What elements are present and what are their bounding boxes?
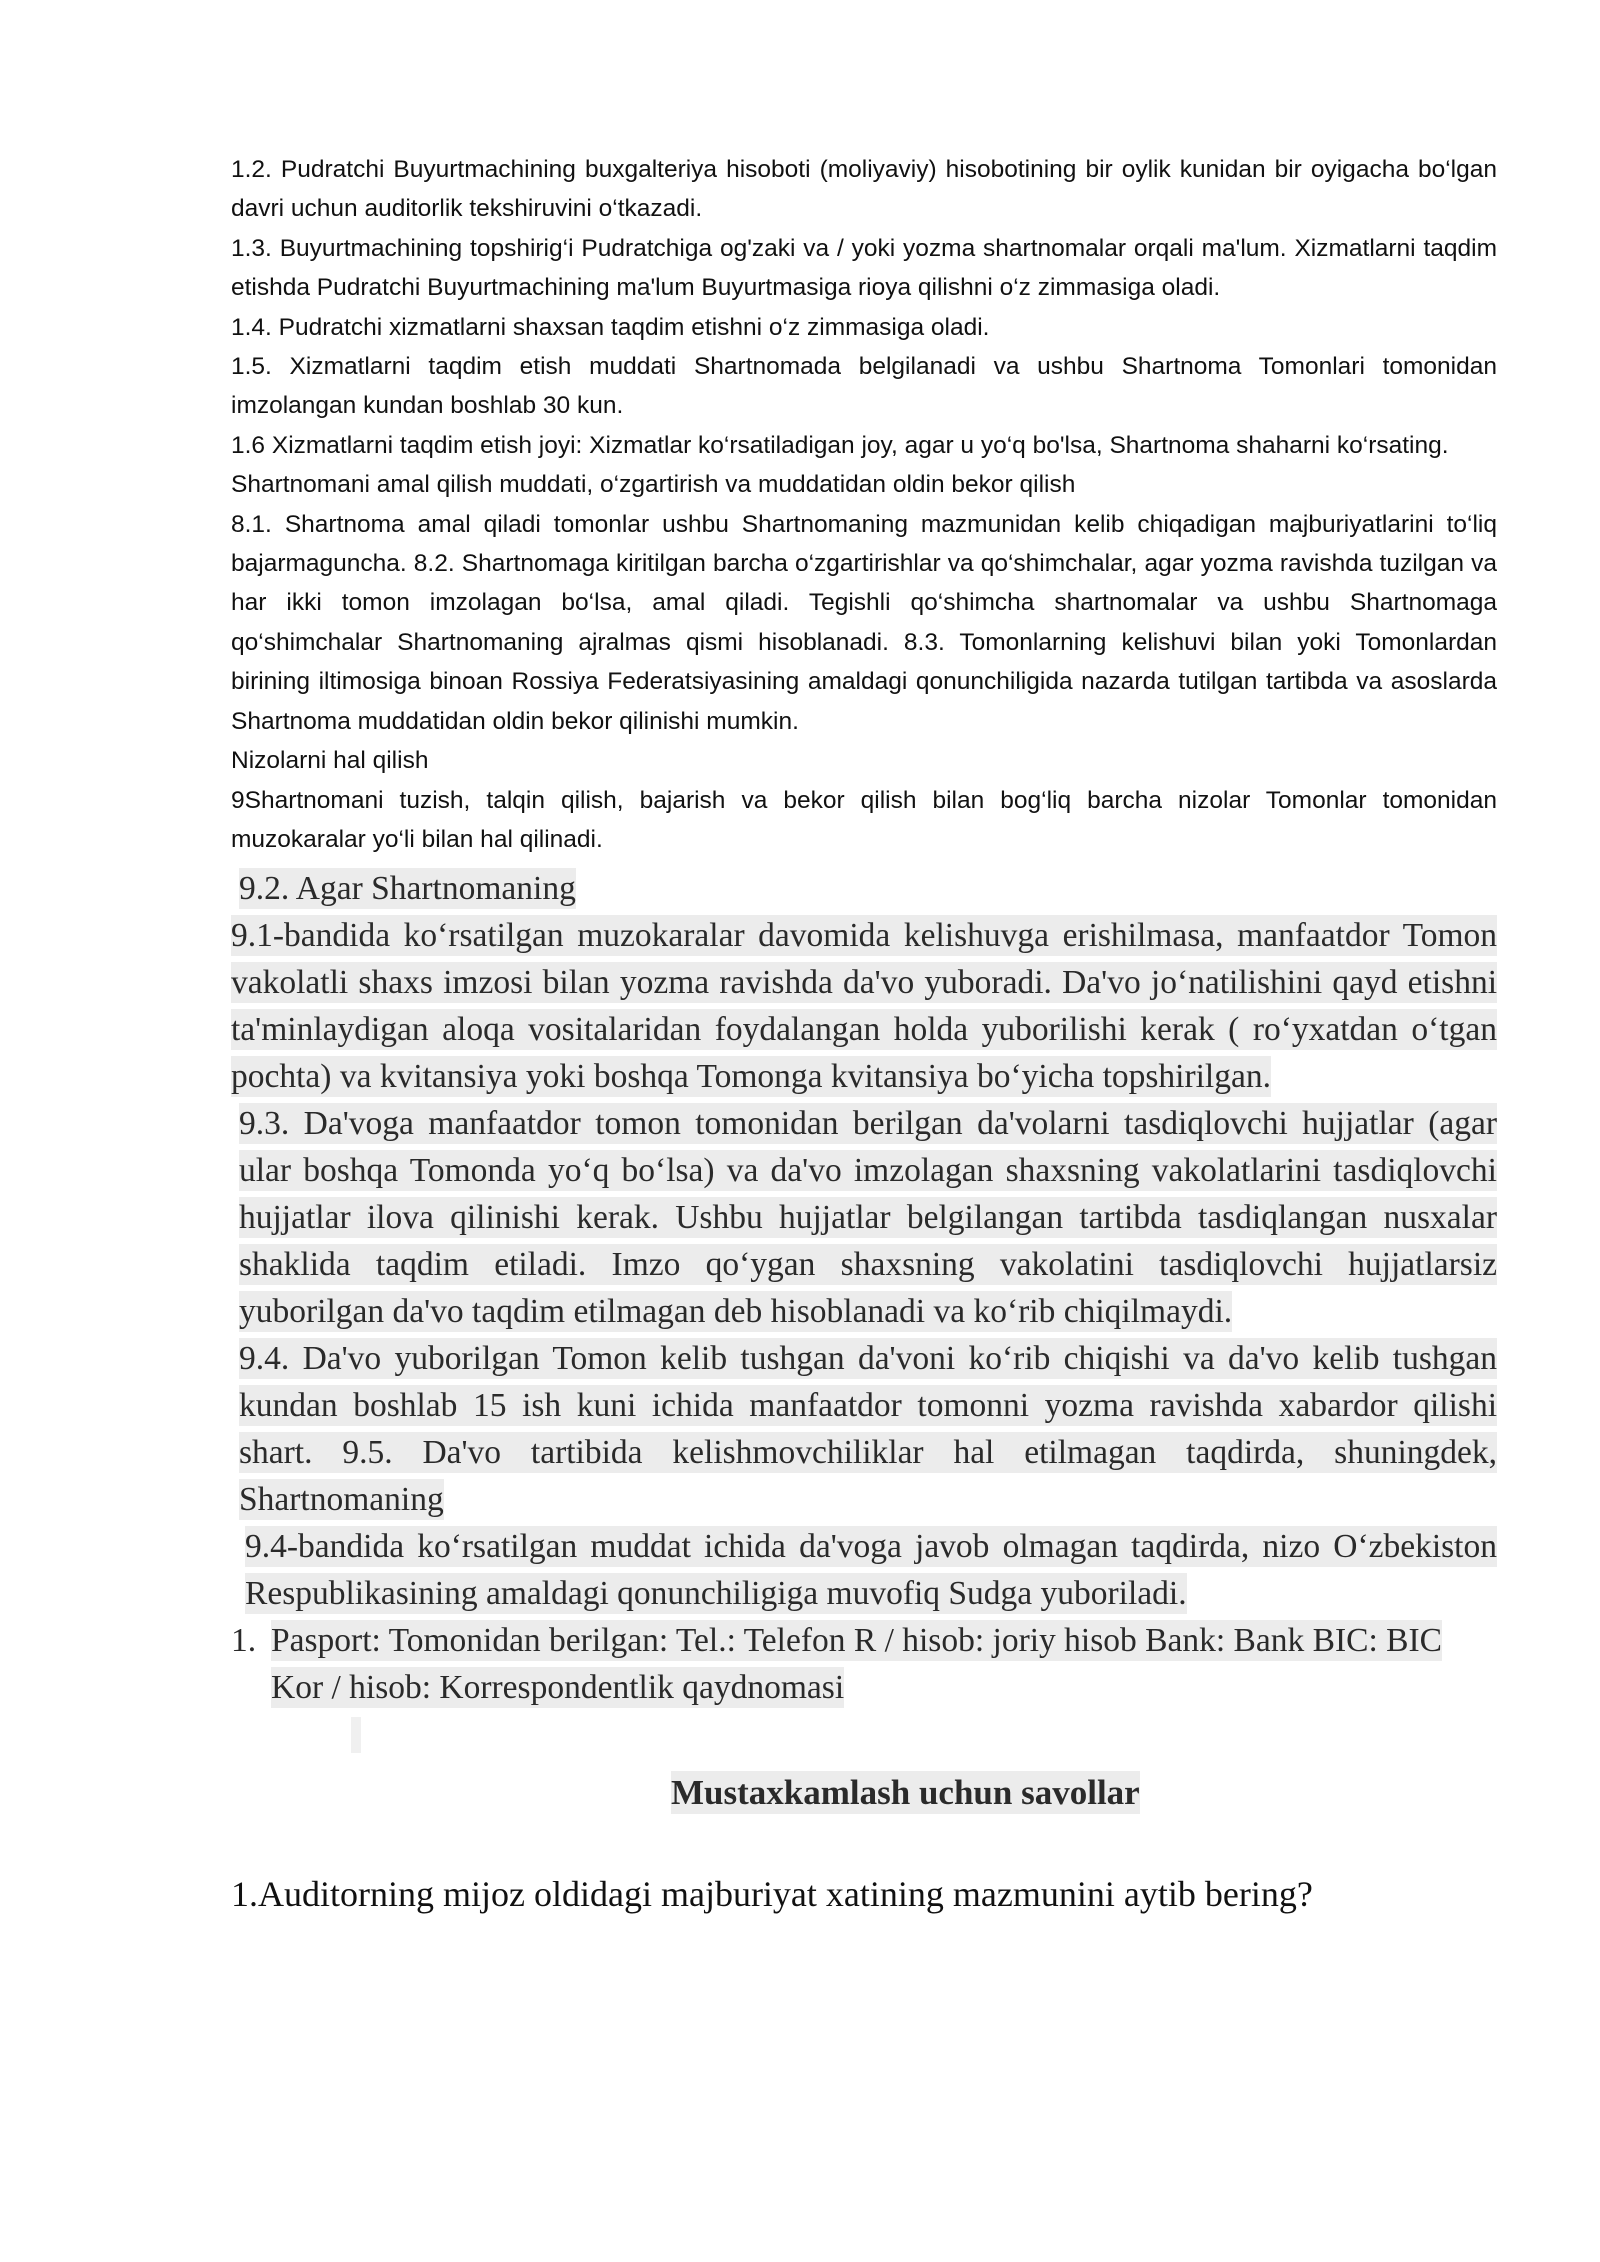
clause-9-1: 9Shartnomani tuzish, talqin qilish, bajarish va bekor qilish bilan bog‘liq barcha nizolar Tomonlar tomonidan muzokaralar yo‘li bilan hal qilinadi. — [231, 786, 1497, 853]
clause-8: 8.1. Shartnoma amal qiladi tomonlar ushbu Shartnomaning mazmunidan kelib chiqadigan majburiyatlarini to‘liq bajarmaguncha. 8.2. Shartnomaga kiritilgan barcha o‘zgartirishlar va qo‘shimchalar, agar yozma ravishda tuzilgan va har ikki tomon imzolagan bo‘lsa, amal qiladi. Tegishli qo‘shimcha shartnomalar va ushbu Shartnomaga qo‘shimchalar Shartnomaning ajralmas qismi hisoblanadi. 8.3. Tomonlarning kelishuvi bilan yoki Tomonlardan birining iltimosiga binoan Rossiya Federatsiyasining amaldagi qonunchiligida nazarda tutilgan tartibda va asoslarda Shartnoma muddatidan oldin bekor qilinishi mumkin. — [231, 510, 1497, 735]
clause-1-6: 1.6 Xizmatlarni taqdim etish joyi: Xizmatlar ko‘rsatiladigan joy, agar u yo‘q bo'lsa, Shartnoma shaharni ko‘rsating. — [231, 431, 1449, 459]
questions-heading-text: Mustaxkamlash uchun savollar — [671, 1773, 1140, 1813]
clause-9-2-intro — [231, 865, 1497, 912]
clause-1-4: 1.4. Pudratchi xizmatlarni shaxsan taqdim etishni o‘z zimmasiga oladi. — [231, 313, 990, 341]
empty-highlight-stub — [351, 1717, 361, 1753]
disputes-section — [231, 865, 1497, 1753]
document-page — [231, 150, 1497, 1919]
clause-9-5-text: 9.4-bandida ko‘rsatilgan muddat ichida da'voga javob olmagan taqdirda, nizo O‘zbekiston Respublikasining amaldagi qonunchiligiga muvofiq Sudga yuboriladi. — [245, 1528, 1497, 1613]
requisites-list-item — [231, 1617, 1497, 1711]
list-text — [271, 1617, 1497, 1711]
clause-1-5: 1.5. Xizmatlarni taqdim etish muddati Shartnomada belgilanadi va ushbu Shartnoma Tomonlari tomonidan imzolangan kundan boshlab 30 kun. — [231, 353, 1497, 420]
section-heading-disputes: Nizolarni hal qilish — [231, 747, 429, 775]
clause-1-2: 1.2. Pudratchi Buyurtmachining buxgalteriya hisoboti (moliyaviy) hisobotining bir oylik kunidan bir oyigacha bo‘lgan davri uchun auditorlik tekshiruvini o‘tkazadi. — [231, 156, 1497, 223]
clause-9-2-text: 9.1-bandida ko‘rsatilgan muzokaralar davomida kelishuvga erishilmasa, manfaatdor Tomon vakolatli shaxs imzosi bilan yozma ravishda da'vo yuboradi. Da'vo jo‘natilishini qayd etishni ta'minlaydigan aloqa vositalaridan foydalangan holda yuborilishi kerak ( ro‘yxatdan o‘tgan pochta) va kvitansiya yoki boshqa Tomonga kvitansiya bo‘yicha topshirilgan. — [231, 917, 1497, 1096]
clause-9-2 — [231, 912, 1497, 1100]
clause-9-4 — [231, 1335, 1497, 1523]
section-heading-term: Shartnomani amal qilish muddati, o‘zgartirish va muddatidan oldin bekor qilish — [231, 471, 1076, 499]
clause-9-5 — [231, 1523, 1497, 1617]
list-number: 1. — [231, 1622, 257, 1660]
question-1: 1.Auditorning mijoz oldidagi majburiyat xatining mazmunini aytib bering? — [231, 1874, 1313, 1915]
contract-clauses-section — [231, 150, 1497, 859]
questions-heading — [231, 1763, 1497, 1823]
clause-9-2-intro-text: 9.2. Agar Shartnomaning — [239, 870, 576, 908]
clause-1-3: 1.3. Buyurtmachining topshirig‘i Pudratchiga og'zaki va / yoki yozma shartnomalar orqali ma'lum. Xizmatlarni taqdim etishda Pudratchi Buyurtmachining ma'lum Buyurtmasiga rioya qilishni o‘z zimmasiga oladi. — [231, 234, 1497, 302]
clause-9-4-text: 9.4. Da'vo yuborilgan Tomon kelib tushgan da'voni ko‘rib chiqishi va da'vo kelib tushgan kundan boshlab 15 ish kuni ichida manfaatdor tomonni yozma ravishda xabardor qilishi shart. 9.5. Da'vo tartibida kelishmovchiliklar hal etilmagan taqdirda, shuningdek, Shartnomaning — [239, 1340, 1497, 1519]
clause-9-3-text: 9.3. Da'voga manfaatdor tomon tomonidan berilgan da'volarni tasdiqlovchi hujjatlar (agar ular boshqa Tomonda yo‘q bo‘lsa) va da'vo imzolagan shaxsning vakolatlarini tasdiqlovchi hujjatlar ilova qilinishi kerak. Ushbu hujjatlar belgilangan tartibda tasdiqlangan nusxalar shaklida taqdim etiladi. Imzo qo‘ygan shaxsning vakolatini tasdiqlovchi hujjatlarsiz yuborilgan da'vo taqdim etilmagan deb hisoblanadi va ko‘rib chiqilmaydi. — [239, 1105, 1497, 1331]
clause-9-3 — [231, 1100, 1497, 1335]
requisites-text: Pasport: Tomonidan berilgan: Tel.: Telefon R / hisob: joriy hisob Bank: Bank BIC: BIC Kor / hisob: Korrespondentlik qaydnomasi — [271, 1622, 1442, 1707]
